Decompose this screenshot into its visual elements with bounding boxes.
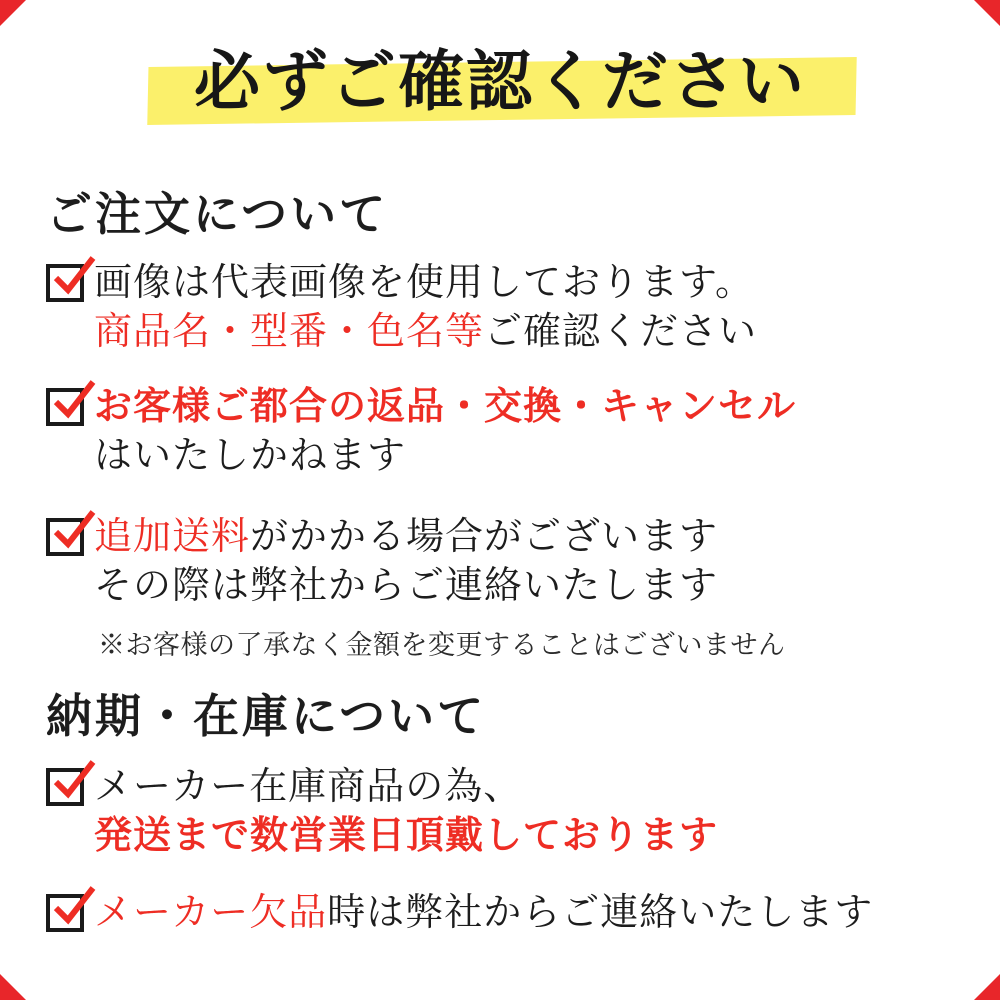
check-item-no-returns <box>46 382 956 479</box>
check-item-additional-shipping <box>46 512 956 609</box>
page-title-block <box>0 40 1000 123</box>
line-text-mixed <box>94 512 956 561</box>
check-item-text <box>94 762 956 859</box>
check-item-text <box>94 382 956 479</box>
checkbox-checked-icon <box>46 264 84 302</box>
checkbox-checked-icon <box>46 518 84 556</box>
check-item-text <box>94 258 956 355</box>
line-emphasis: 追加送料 <box>94 514 251 558</box>
check-item-maker-stock <box>46 762 956 859</box>
check-item-representative-image <box>46 258 956 355</box>
line-suffix: 時は弊社からご連絡いたします <box>327 890 874 934</box>
section-heading-orders: ご注文について <box>46 187 389 241</box>
line-emphasis: 発送まで数営業日頂戴しております <box>94 811 719 857</box>
checkbox-checked-icon <box>46 768 84 806</box>
line-suffix: ご確認ください <box>484 308 758 353</box>
line-text-mixed <box>94 307 956 356</box>
line-text: メーカー在庫商品の為、 <box>94 764 523 808</box>
line-emphasis: メーカー欠品 <box>94 890 328 934</box>
line-text-mixed <box>94 888 956 937</box>
section-heading-delivery-stock: 納期・在庫について <box>46 689 487 743</box>
line-text: その際は弊社からご連絡いたします <box>94 562 719 607</box>
checkbox-checked-icon <box>46 894 84 932</box>
line-text: 画像は代表画像を使用しております。 <box>94 260 754 304</box>
check-mark-icon <box>52 380 96 420</box>
line-emphasis: お客様ご都合の返品・交換・キャンセル <box>94 383 797 428</box>
line-emphasis: 商品名・型番・色名等 <box>94 308 485 353</box>
check-mark-icon <box>52 760 96 800</box>
check-item-maker-out-of-stock <box>46 888 956 937</box>
line-suffix: がかかる場合がございます <box>250 514 719 558</box>
check-item-text <box>94 512 956 609</box>
check-item-note: ※お客様の了承なく金額を変更することはございません <box>98 630 786 661</box>
check-mark-icon <box>52 886 96 926</box>
line-text: はいたしかねます <box>94 432 407 477</box>
checkbox-checked-icon <box>46 388 84 426</box>
page-title: 必ずご確認ください <box>194 42 806 120</box>
check-mark-icon <box>52 256 96 296</box>
check-item-text <box>94 888 956 937</box>
check-mark-icon <box>52 510 96 550</box>
